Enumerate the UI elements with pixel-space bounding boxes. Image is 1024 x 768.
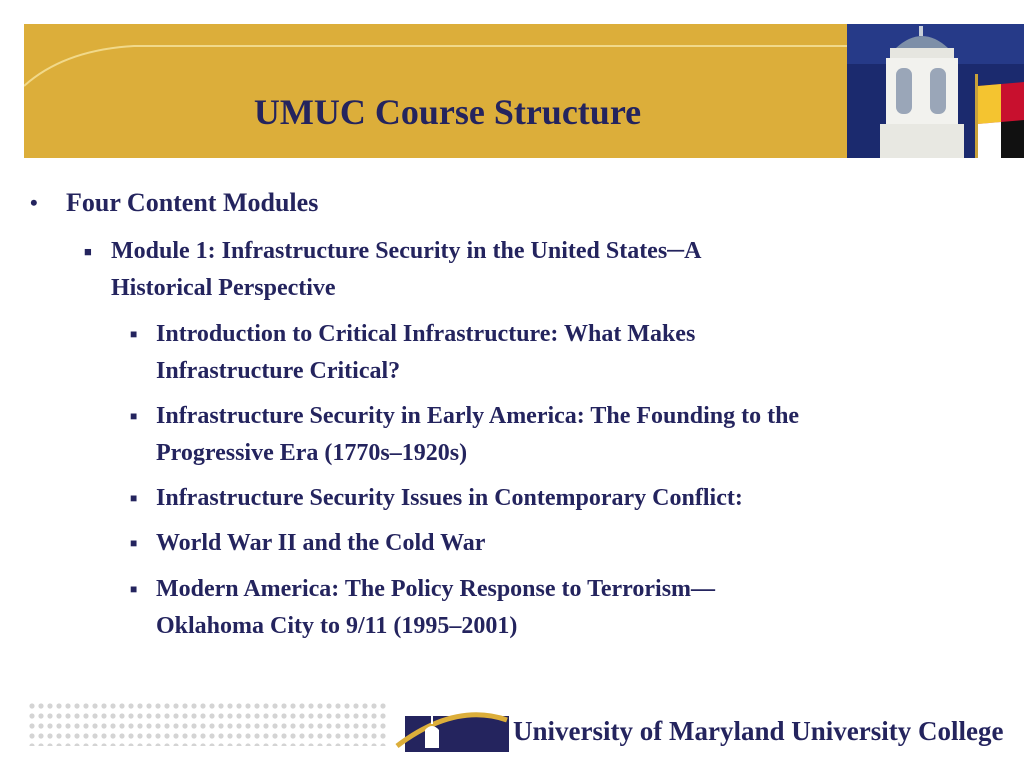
bullet-dot: • [30, 190, 38, 215]
sub-bullet-contemporary-conflict [156, 480, 1006, 517]
sub-bullet-line: Introduction to Critical Infrastructure: What Makes [156, 321, 696, 347]
bullet-module-1-line-1: Module 1: Infrastructure Security in the United States─A [111, 238, 702, 264]
bullet-module-1-line-2: Historical Perspective [111, 275, 336, 301]
sub-bullet-world-war-ii [156, 525, 1006, 562]
sub-bullet-line: Infrastructure Critical? [156, 358, 401, 384]
sub-bullet-intro-critical-infrastructure [156, 316, 1006, 390]
sub-bullet-line: World War II and the Cold War [156, 530, 486, 556]
square-bullet-icon: ■ [130, 491, 138, 505]
square-bullet-icon: ■ [130, 327, 138, 341]
sub-bullet-line: Progressive Era (1770s–1920s) [156, 440, 468, 466]
square-bullet-icon: ■ [84, 244, 92, 259]
sub-bullet-modern-america [156, 571, 1006, 645]
sub-bullet-line: Modern America: The Policy Response to Terrorism— [156, 576, 716, 602]
bullet-four-content-modules: Four Content Modules [66, 188, 319, 217]
footer [0, 690, 1024, 768]
bullet-module-1 [111, 233, 881, 307]
sub-bullet-line: Oklahoma City to 9/11 (1995–2001) [156, 613, 518, 639]
sub-bullet-line: Infrastructure Security Issues in Contemporary Conflict: [156, 485, 743, 511]
square-bullet-icon: ■ [130, 409, 138, 423]
umuc-logo-icon [395, 694, 511, 754]
institution-name: University of Maryland University College [513, 716, 1004, 746]
dot-pattern [28, 702, 388, 746]
square-bullet-icon: ■ [130, 582, 138, 596]
slide-title: UMUC Course Structure [253, 92, 642, 132]
square-bullet-icon: ■ [130, 536, 138, 550]
sub-bullet-early-america [156, 398, 1006, 472]
sub-bullet-line: Infrastructure Security in Early America: The Founding to the [156, 403, 800, 429]
